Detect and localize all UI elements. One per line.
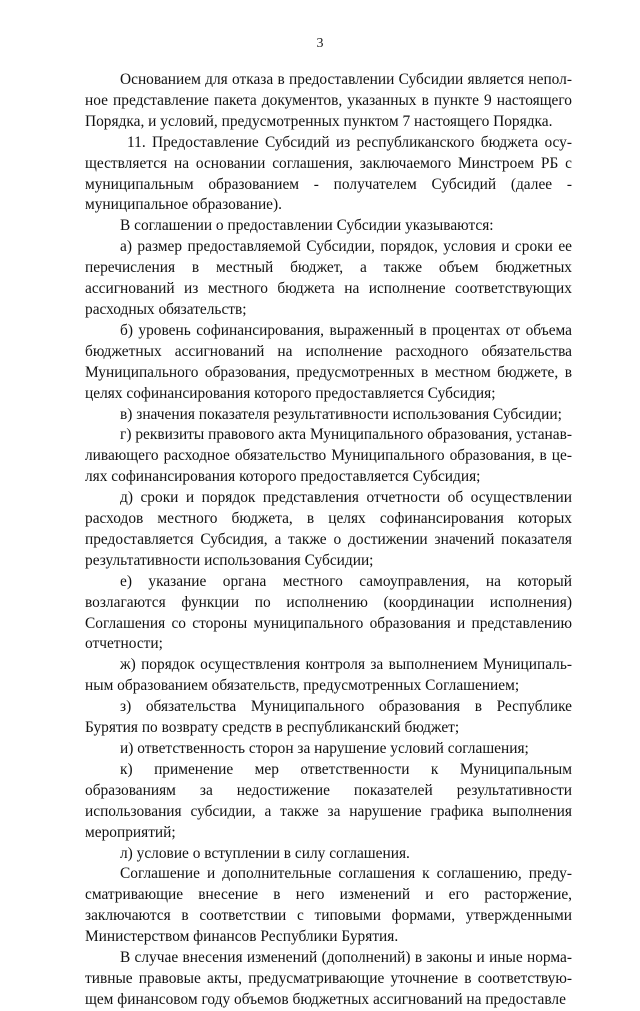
paragraph-agreement-contents-intro: В соглашении о предоставлении Субсидии указываются:: [120, 217, 494, 235]
list-item-e: е) указание органа местного самоуправления, на который возлагаются функции по исполнению (координации исполнения) Соглашения со стороны муниципального образования и представлению отчетности;: [85, 572, 572, 653]
list-item-g: г) реквизиты правового акта Муниципального образования, устанавливающего расходное обязательство Муниципального образования, в целях софинансирования которого предоставляется Субсидия;: [85, 426, 572, 486]
paragraph-amendments: В случае внесения изменений (дополнений) в законы и иные нормативные правовые акты, предусматривающие уточнение в соответствующем финансовом году объемов бюджетных ассигнований на предоставле: [85, 949, 572, 1008]
paragraph-clause-11: 11. Предоставление Субсидий из республиканского бюджета осуществляется на основании соглашения, заключаемого Минстроем РБ с муниципальным образованием - получателем Субсидий (далее - муниципальное образование).: [85, 133, 572, 214]
list-item-k: к) применение мер ответственности к Муниципальным образованиям за недостижение показателей результативности использования субсидии, а также за нарушение графика выполнения мероприятий;: [85, 760, 572, 841]
page-number: 3: [316, 36, 324, 51]
list-item-b: б) уровень софинансирования, выраженный в процентах от объема бюджетных ассигнований на исполнение расходного обязательства Муниципального образования, предусмотренных в местном бюджете, в целях софинансирования которого предоставляется Субсидия;: [85, 321, 572, 402]
paragraph-refusal-grounds: Основанием для отказа в предоставлении Субсидии является неполное представление пакета документов, указанных в пункте 9 настоящего Порядка, и условий, предусмотренных пунктом 7 настоящего Порядка.: [85, 71, 572, 130]
document-body: [85, 70, 572, 1011]
list-item-z: з) обязательства Муниципального образования в Республике Бурятия по возврату средств в республиканский бюджет;: [85, 698, 572, 737]
list-item-v: в) значения показателя результативности использования Субсидии;: [120, 405, 562, 423]
list-item-i: и) ответственность сторон за нарушение условий соглашения;: [120, 740, 529, 757]
list-item-zh: ж) порядок осуществления контроля за выполнением Муниципальным образованием обязательств, предусмотренных Соглашением;: [85, 656, 572, 695]
list-item-l: л) условие о вступлении в силу соглашения.: [120, 844, 410, 862]
paragraph-supplementary-agreements: Соглашение и дополнительные соглашения к соглашению, предусматривающие внесение в него изменений и его расторжение, заключаются в соответствии с типовыми формами, утвержденными Министерством финансов Республики Бурятия.: [85, 865, 572, 946]
list-item-a: а) размер предоставляемой Субсидии, порядок, условия и сроки ее перечисления в местный бюджет, а также объем бюджетных ассигнований из местного бюджета на исполнение соответствующих расходных обязательств;: [85, 238, 572, 318]
list-item-d: д) сроки и порядок представления отчетности об осуществлении расходов местного бюджета, в целях софинансирования которых предоставляется Субсидия, а также о достижении значений показателя результативности использования Субсидии;: [85, 489, 572, 569]
